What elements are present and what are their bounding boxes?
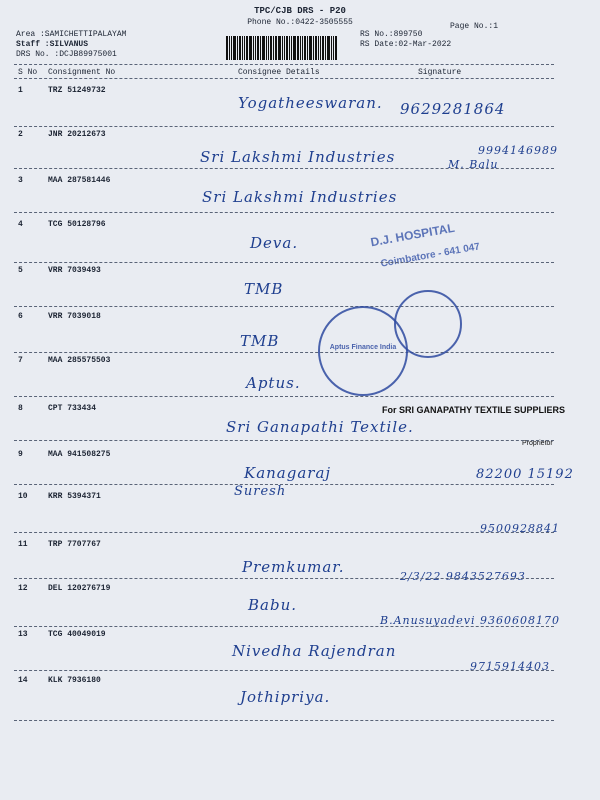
row-consignee: Nivedha Rajendran	[232, 642, 397, 660]
row-consignee: Deva.	[250, 234, 299, 252]
barcode-bar	[246, 36, 248, 60]
staff-label: Staff :SILVANUS	[16, 40, 89, 49]
table-row	[0, 676, 600, 722]
col-header-consignment: Consignment No	[48, 68, 116, 77]
barcode-bar	[335, 36, 337, 60]
row-consignment: TCG 50128796	[48, 220, 106, 229]
row-sno: 4	[18, 220, 23, 229]
rs-number: RS No.:899750	[360, 30, 423, 39]
header-center	[210, 6, 390, 28]
row-consignee: TMB	[240, 332, 280, 350]
barcode-bar	[233, 36, 236, 60]
row-consignee: TMB	[244, 280, 284, 298]
row-divider	[14, 532, 554, 533]
row-sno: 2	[18, 130, 23, 139]
barcode-bar	[300, 36, 301, 60]
barcode-bar	[231, 36, 232, 60]
row-divider	[14, 720, 554, 721]
row-consignee: Yogatheeswaran.	[238, 94, 383, 112]
barcode-bar	[297, 36, 299, 60]
row-consignment: CPT 733434	[48, 404, 97, 413]
barcode-bar	[278, 36, 281, 60]
barcode-bar	[313, 36, 314, 60]
table-row	[0, 220, 600, 270]
header-right	[360, 30, 451, 50]
row-sno: 13	[18, 630, 28, 639]
row-sno: 10	[18, 492, 28, 501]
row-sno: 11	[18, 540, 28, 549]
barcode	[226, 36, 350, 60]
barcode-bar	[237, 36, 238, 60]
sheet-title: TPC/CJB DRS - P20	[254, 6, 346, 16]
barcode-bar	[291, 36, 292, 60]
barcode-bar	[226, 36, 228, 60]
finance-seal-text: Aptus Finance India	[329, 344, 397, 351]
row-consignee: Babu.	[248, 596, 297, 614]
row-consignment: TRP 7707767	[48, 540, 101, 549]
barcode-bar	[257, 36, 259, 60]
row-consignment: VRR 7039493	[48, 266, 101, 275]
row-consignment: JNR 20212673	[48, 130, 106, 139]
row-sno: 3	[18, 176, 23, 185]
area-label: Area :SAMICHETTIPALAYAM	[16, 30, 127, 39]
row-divider	[14, 440, 554, 441]
barcode-bar	[268, 36, 269, 60]
row-sno: 9	[18, 450, 23, 459]
row-sno: 5	[18, 266, 23, 275]
barcode-bar	[309, 36, 312, 60]
col-header-signature: Signature	[418, 68, 462, 77]
barcode-bar	[318, 36, 319, 60]
row-sno: 1	[18, 86, 23, 95]
barcode-bar	[249, 36, 252, 60]
barcode-bar	[286, 36, 288, 60]
row-sno: 6	[18, 312, 23, 321]
row-consignment: TRZ 51249732	[48, 86, 106, 95]
barcode-bar	[302, 36, 303, 60]
row-consignment: MAA 285575503	[48, 356, 111, 365]
row-sno: 14	[18, 676, 28, 685]
barcode-bar	[242, 36, 243, 60]
row-divider	[14, 670, 554, 671]
row-consignee: Premkumar.	[242, 558, 345, 576]
row-divider	[14, 126, 554, 127]
row-consignee: Jothipriya.	[240, 688, 331, 706]
table-row	[0, 450, 600, 496]
barcode-bar	[253, 36, 254, 60]
row-consignment: VRR 7039018	[48, 312, 101, 321]
page-number: Page No.:1	[450, 22, 499, 31]
barcode-bar	[325, 36, 326, 60]
barcode-bar	[266, 36, 267, 60]
row-divider	[14, 168, 554, 169]
header-divider-top	[14, 64, 554, 65]
barcode-bar	[320, 36, 321, 60]
row-divider	[14, 306, 554, 307]
row-signature: 9500928841	[480, 522, 560, 535]
barcode-bar	[262, 36, 265, 60]
row-consignee: Sri Lakshmi Industries	[200, 148, 396, 166]
col-header-sno: S No	[18, 68, 38, 77]
barcode-bar	[284, 36, 285, 60]
barcode-bar	[331, 36, 332, 60]
row-divider	[14, 396, 554, 397]
row-divider	[14, 578, 554, 579]
row-divider	[14, 352, 554, 353]
row-sno: 7	[18, 356, 23, 365]
hospital-stamp-city: Coimbatore - 641 047	[379, 241, 481, 270]
barcode-bar	[333, 36, 334, 60]
row-consignment: KLK 7936180	[48, 676, 101, 685]
table-row	[0, 176, 600, 222]
barcode-bar	[260, 36, 261, 60]
row-consignment: DEL 120276719	[48, 584, 111, 593]
row-consignee: Sri Lakshmi Industries	[202, 188, 398, 206]
row-consignee: Kanagaraj	[244, 464, 332, 482]
barcode-bar	[327, 36, 330, 60]
row-signature: 9994146989	[478, 144, 558, 157]
barcode-bar	[273, 36, 274, 60]
barcode-bar	[255, 36, 256, 60]
row-divider	[14, 212, 554, 213]
barcode-bar	[322, 36, 324, 60]
row-consignee: Suresh	[234, 484, 287, 499]
phone-number: Phone No.:0422-3505555	[247, 18, 353, 27]
row-consignment: TCG 40049019	[48, 630, 106, 639]
ganapathy-stamp: For SRI GANAPATHY TEXTILE SUPPLIERS	[382, 405, 566, 415]
row-consignment: MAA 941508275	[48, 450, 111, 459]
row-divider	[14, 626, 554, 627]
row-signature: 9629281864	[400, 100, 506, 118]
table-row	[0, 404, 600, 450]
barcode-bar	[244, 36, 245, 60]
row-sno: 12	[18, 584, 28, 593]
barcode-bar	[289, 36, 290, 60]
col-header-consignee: Consignee Details	[238, 68, 320, 77]
header-left	[16, 30, 126, 60]
barcode-bar	[229, 36, 230, 60]
header-divider-bottom	[14, 78, 554, 79]
barcode-bar	[270, 36, 272, 60]
row-sno: 8	[18, 404, 23, 413]
row-signature-name: M. Balu	[448, 158, 499, 171]
company-seal	[394, 290, 462, 358]
table-row	[0, 584, 600, 630]
proprietor-label: Proprietor	[522, 440, 553, 447]
barcode-bar	[282, 36, 283, 60]
row-consignee: Sri Ganapathi Textile.	[226, 418, 414, 436]
table-row	[0, 540, 600, 586]
row-consignment: KRR 5394371	[48, 492, 101, 501]
row-signature: B.Anusuyadevi 9360608170	[380, 614, 560, 627]
table-row	[0, 130, 600, 176]
row-signature: 82200 15192	[476, 467, 574, 482]
barcode-bar	[293, 36, 296, 60]
row-consignment: MAA 287581446	[48, 176, 111, 185]
barcode-bar	[239, 36, 241, 60]
row-consignee: Aptus.	[246, 374, 301, 392]
hospital-stamp: D.J. HOSPITAL	[369, 220, 456, 250]
barcode-bar	[315, 36, 317, 60]
drs-number: DRS No. :DCJB89975001	[16, 50, 117, 59]
barcode-bar	[304, 36, 306, 60]
barcode-bar	[275, 36, 277, 60]
row-signature: 2/3/22 9843527693	[400, 570, 526, 583]
row-divider	[14, 262, 554, 263]
row-signature: 9715914403	[470, 660, 550, 673]
barcode-bar	[307, 36, 308, 60]
rs-date: RS Date:02-Mar-2022	[360, 40, 452, 49]
